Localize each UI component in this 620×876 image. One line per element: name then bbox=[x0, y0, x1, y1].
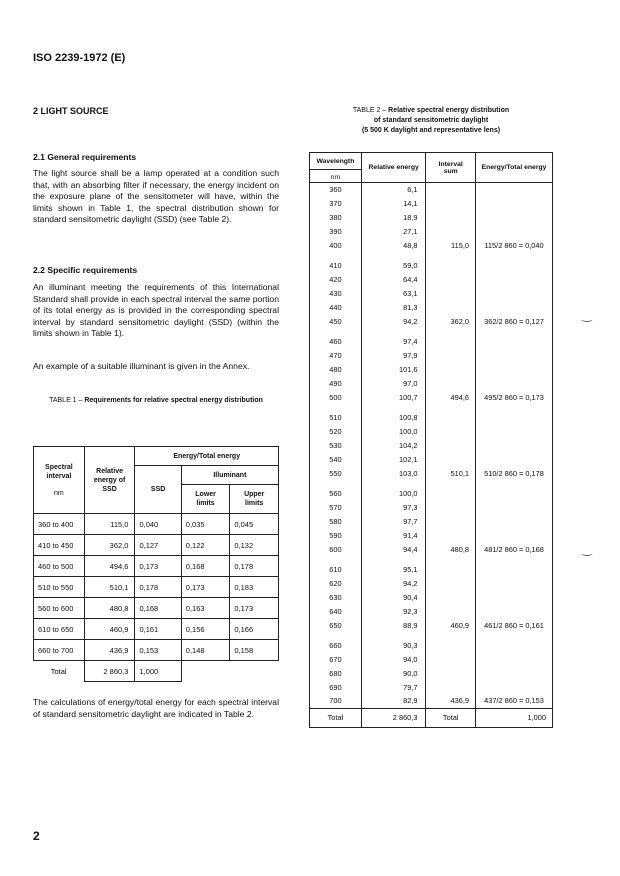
t2-total-ratio: 1,000 bbox=[475, 708, 552, 727]
t2-empty-cell bbox=[475, 563, 552, 577]
t2-row bbox=[310, 349, 553, 363]
t2-row bbox=[310, 390, 553, 404]
t2-relative-energy: 18,9 bbox=[361, 211, 426, 225]
annex-note: An example of a suitable illuminant is given in the Annex. bbox=[33, 361, 250, 371]
t2-relative-energy: 100,8 bbox=[361, 411, 426, 425]
t2-empty-cell bbox=[475, 667, 552, 681]
t2-empty-cell bbox=[426, 680, 476, 694]
t1-header-nm: nm bbox=[53, 489, 64, 497]
t2-empty-cell bbox=[475, 183, 552, 197]
t2-header-relative: Relative energy bbox=[361, 153, 426, 183]
t2-wavelength: 660 bbox=[310, 639, 362, 653]
t1-cell-ssd: 0,178 bbox=[135, 577, 181, 598]
t2-wavelength: 590 bbox=[310, 528, 362, 542]
t2-row bbox=[310, 224, 553, 238]
t1-cell-ssd: 0,127 bbox=[135, 535, 181, 556]
subsection-2-1-text: The light source shall be a lamp operated at a condition such that, with an absorbing filter if necessary, the energy incident on the exposure plane of the sensitometer will have, within the limits shown in Table 1, the spectral distribution shown for standard sensitometric daylight (SSD) (see Table 2). bbox=[33, 168, 279, 225]
t2-gap-cell bbox=[475, 480, 552, 487]
t1-cell-interval: 560 to 600 bbox=[34, 598, 85, 619]
t1-cell-interval: 410 to 450 bbox=[34, 535, 85, 556]
t2-empty-cell bbox=[475, 653, 552, 667]
t1-row bbox=[34, 556, 279, 577]
t2-row bbox=[310, 300, 553, 314]
t1-header-upper-label: Upper limits bbox=[244, 491, 265, 507]
t2-relative-energy: 94,0 bbox=[361, 653, 426, 667]
t1-header-relative bbox=[84, 447, 135, 514]
t2-empty-cell bbox=[426, 197, 476, 211]
t2-empty-cell bbox=[475, 259, 552, 273]
t2-empty-cell bbox=[426, 439, 476, 453]
t2-row bbox=[310, 363, 553, 377]
t1-cell-upper: 0,166 bbox=[230, 619, 279, 640]
t2-gap-cell bbox=[361, 328, 426, 335]
t2-wavelength: 540 bbox=[310, 452, 362, 466]
t2-empty-cell bbox=[475, 577, 552, 591]
t2-row bbox=[310, 487, 553, 501]
t2-wavelength: 600 bbox=[310, 542, 362, 556]
t2-empty-cell bbox=[426, 653, 476, 667]
t2-empty-cell bbox=[475, 197, 552, 211]
t2-wavelength: 530 bbox=[310, 439, 362, 453]
margin-mark: ‿ bbox=[582, 542, 592, 556]
t2-relative-energy: 92,3 bbox=[361, 604, 426, 618]
t2-empty-cell bbox=[475, 639, 552, 653]
t1-cell-lower: 0,163 bbox=[181, 598, 230, 619]
t2-row bbox=[310, 591, 553, 605]
t2-empty-cell bbox=[426, 183, 476, 197]
t1-cell-interval: 360 to 400 bbox=[34, 514, 85, 535]
t2-empty-cell bbox=[426, 452, 476, 466]
t2-row bbox=[310, 376, 553, 390]
t2-header-interval bbox=[426, 153, 476, 183]
t1-cell-energy: 494,6 bbox=[84, 556, 135, 577]
table2 bbox=[309, 152, 553, 728]
t1-header-spectral bbox=[34, 447, 85, 514]
t2-empty-cell bbox=[475, 604, 552, 618]
t2-row bbox=[310, 259, 553, 273]
t2-row bbox=[310, 439, 553, 453]
t2-gap-cell bbox=[426, 480, 476, 487]
t2-empty-cell bbox=[426, 563, 476, 577]
table2-caption-line3: (5 500 K daylight and representative lens) bbox=[361, 127, 501, 134]
t2-gap-cell bbox=[426, 632, 476, 639]
t2-relative-energy: 90,0 bbox=[361, 667, 426, 681]
t2-row bbox=[310, 314, 553, 328]
t2-row bbox=[310, 618, 553, 632]
t2-empty-cell bbox=[426, 501, 476, 515]
subsection-2-2-title: 2.2 Specific requirements bbox=[33, 265, 138, 275]
t1-total-label: Total bbox=[34, 661, 85, 682]
t2-wavelength: 570 bbox=[310, 501, 362, 515]
t1-cell-interval: 510 to 550 bbox=[34, 577, 85, 598]
t1-cell-lower: 0,168 bbox=[181, 556, 230, 577]
t2-relative-energy: 100,0 bbox=[361, 487, 426, 501]
t2-empty-cell bbox=[426, 287, 476, 301]
t1-row bbox=[34, 598, 279, 619]
t2-relative-energy: 48,8 bbox=[361, 238, 426, 252]
t2-row bbox=[310, 604, 553, 618]
t1-row bbox=[34, 577, 279, 598]
t1-cell-interval: 610 to 650 bbox=[34, 619, 85, 640]
t2-wavelength: 560 bbox=[310, 487, 362, 501]
t2-wavelength: 440 bbox=[310, 300, 362, 314]
table1-caption-title: Requirements for relative spectral energy distribution bbox=[84, 397, 263, 404]
t2-gap-cell bbox=[426, 404, 476, 411]
t2-row bbox=[310, 425, 553, 439]
t1-cell-lower: 0,156 bbox=[181, 619, 230, 640]
t1-header-illuminant: Illuminant bbox=[181, 466, 278, 485]
t2-interval-sum: 494,6 bbox=[426, 390, 476, 404]
t2-relative-energy: 81,3 bbox=[361, 300, 426, 314]
t2-empty-cell bbox=[426, 528, 476, 542]
t2-empty-cell bbox=[475, 528, 552, 542]
t1-header-lower bbox=[181, 485, 230, 514]
table1 bbox=[33, 446, 279, 682]
t2-header-wavelength-label: Wavelength bbox=[310, 158, 361, 170]
t1-row bbox=[34, 514, 279, 535]
t2-row bbox=[310, 287, 553, 301]
t2-relative-energy: 82,9 bbox=[361, 694, 426, 708]
t2-header-interval-label: Interval sum bbox=[438, 160, 463, 175]
t2-gap-cell bbox=[475, 632, 552, 639]
table2-caption-line2: of standard sensitometric daylight bbox=[373, 117, 489, 124]
t1-cell-upper: 0,173 bbox=[230, 598, 279, 619]
t2-interval-sum: 362,0 bbox=[426, 314, 476, 328]
t2-wavelength: 380 bbox=[310, 211, 362, 225]
subsection-2-1-title: 2.1 General requirements bbox=[33, 152, 137, 162]
document-id: ISO 2239-1972 (E) bbox=[33, 52, 126, 64]
t2-interval-sum: 510,1 bbox=[426, 466, 476, 480]
calculation-note: The calculations of energy/total energy for each spectral interval of standard sensitometric daylight are indicated in Table 2. bbox=[33, 697, 279, 719]
t2-relative-energy: 102,1 bbox=[361, 452, 426, 466]
page-number: 2 bbox=[33, 829, 40, 843]
t2-empty-cell bbox=[475, 287, 552, 301]
t1-cell-energy: 362,0 bbox=[84, 535, 135, 556]
t2-gap-cell bbox=[426, 556, 476, 563]
t2-row bbox=[310, 653, 553, 667]
t2-ratio: 362/2 860 = 0,127 bbox=[475, 314, 552, 328]
t1-cell-ssd: 0,173 bbox=[135, 556, 181, 577]
t1-cell-ssd: 0,161 bbox=[135, 619, 181, 640]
subsection-2-2-text: An illuminant meeting the requirements of this International Standard shall provide in each spectral interval the same portion of its total energy as is provided in the corresponding spectral interval by standard sensitometric daylight (SSD) (within the limits shown in Table 1). bbox=[33, 282, 279, 339]
t2-wavelength: 400 bbox=[310, 238, 362, 252]
t1-header-relative-label: Relative energy of SSD bbox=[93, 467, 126, 493]
t2-empty-cell bbox=[475, 515, 552, 529]
t2-wavelength: 580 bbox=[310, 515, 362, 529]
t2-relative-energy: 6,1 bbox=[361, 183, 426, 197]
t2-ratio: 495/2 860 = 0,173 bbox=[475, 390, 552, 404]
t2-row bbox=[310, 501, 553, 515]
t2-wavelength: 680 bbox=[310, 667, 362, 681]
t2-relative-energy: 94,2 bbox=[361, 314, 426, 328]
t2-row bbox=[310, 528, 553, 542]
t2-empty-cell bbox=[475, 411, 552, 425]
t2-wavelength: 360 bbox=[310, 183, 362, 197]
t2-row bbox=[310, 466, 553, 480]
t2-relative-energy: 100,7 bbox=[361, 390, 426, 404]
t2-row bbox=[310, 639, 553, 653]
t2-wavelength: 650 bbox=[310, 618, 362, 632]
t2-interval-sum: 480,8 bbox=[426, 542, 476, 556]
t2-wavelength: 490 bbox=[310, 376, 362, 390]
t2-empty-cell bbox=[475, 439, 552, 453]
t1-cell-interval: 660 to 700 bbox=[34, 640, 85, 661]
table2-caption-line1: Relative spectral energy distribution bbox=[388, 107, 510, 114]
t2-row bbox=[310, 197, 553, 211]
t2-ratio: 437/2 860 = 0,153 bbox=[475, 694, 552, 708]
t2-row bbox=[310, 183, 553, 197]
t1-total-ssd: 1,000 bbox=[135, 661, 181, 682]
t2-wavelength: 520 bbox=[310, 425, 362, 439]
t2-empty-cell bbox=[426, 211, 476, 225]
t2-empty-cell bbox=[426, 224, 476, 238]
t2-gap-cell bbox=[475, 328, 552, 335]
t2-row bbox=[310, 335, 553, 349]
t2-gap-cell bbox=[426, 328, 476, 335]
t2-relative-energy: 64,4 bbox=[361, 273, 426, 287]
t2-row bbox=[310, 452, 553, 466]
t2-empty-cell bbox=[426, 604, 476, 618]
t2-empty-cell bbox=[426, 300, 476, 314]
t2-relative-energy: 97,9 bbox=[361, 349, 426, 363]
t2-relative-energy: 97,4 bbox=[361, 335, 426, 349]
t2-relative-energy: 94,4 bbox=[361, 542, 426, 556]
t2-wavelength: 550 bbox=[310, 466, 362, 480]
t1-total-energy: 2 860,3 bbox=[84, 661, 135, 682]
t2-empty-cell bbox=[475, 300, 552, 314]
t2-wavelength: 480 bbox=[310, 363, 362, 377]
table2-caption-prefix: TABLE 2 – bbox=[352, 107, 389, 114]
t1-header-ssd: SSD bbox=[135, 466, 181, 514]
t2-empty-cell bbox=[426, 335, 476, 349]
t2-relative-energy: 27,1 bbox=[361, 224, 426, 238]
t2-wavelength: 430 bbox=[310, 287, 362, 301]
t2-empty-cell bbox=[426, 639, 476, 653]
t1-cell-interval: 460 to 500 bbox=[34, 556, 85, 577]
t1-header-energy-total: Energy/Total energy bbox=[135, 447, 279, 466]
t2-relative-energy: 97,3 bbox=[361, 501, 426, 515]
t2-ratio: 115/2 860 = 0,040 bbox=[475, 238, 552, 252]
t2-empty-cell bbox=[475, 349, 552, 363]
t1-cell-energy: 480,8 bbox=[84, 598, 135, 619]
t2-empty-cell bbox=[426, 515, 476, 529]
t1-cell-ssd: 0,153 bbox=[135, 640, 181, 661]
t2-wavelength: 620 bbox=[310, 577, 362, 591]
t2-empty-cell bbox=[426, 259, 476, 273]
t2-empty-cell bbox=[475, 363, 552, 377]
t2-empty-cell bbox=[475, 273, 552, 287]
t2-relative-energy: 90,4 bbox=[361, 591, 426, 605]
t2-gap-cell bbox=[361, 404, 426, 411]
t2-row bbox=[310, 238, 553, 252]
t1-cell-lower: 0,035 bbox=[181, 514, 230, 535]
t1-cell-energy: 510,1 bbox=[84, 577, 135, 598]
t2-interval-sum: 460,9 bbox=[426, 618, 476, 632]
t2-relative-energy: 104,2 bbox=[361, 439, 426, 453]
t2-wavelength: 370 bbox=[310, 197, 362, 211]
t2-wavelength: 420 bbox=[310, 273, 362, 287]
t1-cell-upper: 0,183 bbox=[230, 577, 279, 598]
t2-gap-cell bbox=[475, 556, 552, 563]
t2-relative-energy: 101,6 bbox=[361, 363, 426, 377]
t2-empty-cell bbox=[426, 411, 476, 425]
t2-gap-cell bbox=[426, 252, 476, 259]
t2-gap-cell bbox=[310, 632, 362, 639]
t2-empty-cell bbox=[475, 591, 552, 605]
t2-gap-cell bbox=[475, 404, 552, 411]
t2-empty-cell bbox=[475, 211, 552, 225]
t2-relative-energy: 63,1 bbox=[361, 287, 426, 301]
t1-cell-upper: 0,158 bbox=[230, 640, 279, 661]
t2-empty-cell bbox=[426, 487, 476, 501]
t2-wavelength: 690 bbox=[310, 680, 362, 694]
t2-relative-energy: 79,7 bbox=[361, 680, 426, 694]
t2-gap-cell bbox=[361, 480, 426, 487]
t2-empty-cell bbox=[475, 425, 552, 439]
t1-cell-lower: 0,173 bbox=[181, 577, 230, 598]
t2-header-nm: nm bbox=[330, 174, 341, 181]
t2-empty-cell bbox=[426, 349, 476, 363]
t2-empty-cell bbox=[475, 680, 552, 694]
t2-relative-energy: 103,0 bbox=[361, 466, 426, 480]
t2-ratio: 510/2 860 = 0,178 bbox=[475, 466, 552, 480]
t1-cell-ssd: 0,040 bbox=[135, 514, 181, 535]
t2-wavelength: 630 bbox=[310, 591, 362, 605]
t2-gap-cell bbox=[310, 328, 362, 335]
t2-gap-cell bbox=[361, 556, 426, 563]
t2-gap-cell bbox=[310, 404, 362, 411]
t2-total-label: Total bbox=[310, 708, 362, 727]
t2-wavelength: 510 bbox=[310, 411, 362, 425]
t2-wavelength: 700 bbox=[310, 694, 362, 708]
t1-cell-energy: 115,0 bbox=[84, 514, 135, 535]
t2-empty-cell bbox=[426, 591, 476, 605]
t2-empty-cell bbox=[426, 425, 476, 439]
t2-row bbox=[310, 577, 553, 591]
t2-gap-cell bbox=[310, 480, 362, 487]
t2-relative-energy: 100,0 bbox=[361, 425, 426, 439]
t2-relative-energy: 95,1 bbox=[361, 563, 426, 577]
t2-relative-energy: 97,7 bbox=[361, 515, 426, 529]
t1-row bbox=[34, 535, 279, 556]
section-title: 2 LIGHT SOURCE bbox=[33, 106, 109, 116]
t2-empty-cell bbox=[426, 273, 476, 287]
table1-caption bbox=[33, 397, 279, 404]
t2-wavelength: 410 bbox=[310, 259, 362, 273]
t2-wavelength: 640 bbox=[310, 604, 362, 618]
t2-row bbox=[310, 680, 553, 694]
t2-row bbox=[310, 542, 553, 556]
t2-empty-cell bbox=[475, 487, 552, 501]
t1-header-lower-label: Lower limits bbox=[195, 491, 216, 507]
t2-gap-cell bbox=[310, 252, 362, 259]
table1-caption-prefix: TABLE 1 – bbox=[49, 397, 85, 404]
t2-gap-cell bbox=[361, 252, 426, 259]
t2-empty-cell bbox=[426, 667, 476, 681]
t1-cell-energy: 460,9 bbox=[84, 619, 135, 640]
margin-mark: ‿ bbox=[582, 308, 592, 322]
t2-relative-energy: 88,9 bbox=[361, 618, 426, 632]
t1-cell-upper: 0,178 bbox=[230, 556, 279, 577]
t1-cell-upper: 0,132 bbox=[230, 535, 279, 556]
t2-total-interval-label: Total bbox=[426, 708, 476, 727]
t2-gap-cell bbox=[310, 556, 362, 563]
t2-gap-cell bbox=[361, 632, 426, 639]
t2-empty-cell bbox=[426, 577, 476, 591]
t2-row bbox=[310, 563, 553, 577]
t2-interval-sum: 436,9 bbox=[426, 694, 476, 708]
t2-relative-energy: 59,0 bbox=[361, 259, 426, 273]
t2-row bbox=[310, 694, 553, 708]
t2-relative-energy: 94,2 bbox=[361, 577, 426, 591]
t2-row bbox=[310, 411, 553, 425]
t2-ratio: 461/2 860 = 0,161 bbox=[475, 618, 552, 632]
t2-empty-cell bbox=[475, 452, 552, 466]
t2-wavelength: 390 bbox=[310, 224, 362, 238]
t2-wavelength: 470 bbox=[310, 349, 362, 363]
t2-row bbox=[310, 667, 553, 681]
t1-row bbox=[34, 619, 279, 640]
t1-header-spectral-label: Spectral interval bbox=[45, 463, 73, 480]
t2-empty-cell bbox=[426, 363, 476, 377]
t2-relative-energy: 90,3 bbox=[361, 639, 426, 653]
t2-empty-cell bbox=[475, 224, 552, 238]
t2-empty-cell bbox=[475, 376, 552, 390]
t2-relative-energy: 97,0 bbox=[361, 376, 426, 390]
t2-row bbox=[310, 515, 553, 529]
t2-total-energy: 2 860,3 bbox=[361, 708, 426, 727]
t2-empty-cell bbox=[475, 335, 552, 349]
t2-wavelength: 610 bbox=[310, 563, 362, 577]
t2-gap-cell bbox=[475, 252, 552, 259]
t2-row bbox=[310, 273, 553, 287]
t2-relative-energy: 14,1 bbox=[361, 197, 426, 211]
t2-interval-sum: 115,0 bbox=[426, 238, 476, 252]
t2-relative-energy: 91,4 bbox=[361, 528, 426, 542]
t2-empty-cell bbox=[426, 376, 476, 390]
t1-cell-lower: 0,148 bbox=[181, 640, 230, 661]
t2-wavelength: 460 bbox=[310, 335, 362, 349]
t2-empty-cell bbox=[475, 501, 552, 515]
t2-ratio: 481/2 860 = 0,168 bbox=[475, 542, 552, 556]
t2-wavelength: 500 bbox=[310, 390, 362, 404]
table2-caption bbox=[309, 106, 553, 136]
t1-row bbox=[34, 640, 279, 661]
t2-wavelength: 450 bbox=[310, 314, 362, 328]
t1-cell-lower: 0,122 bbox=[181, 535, 230, 556]
t2-wavelength: 670 bbox=[310, 653, 362, 667]
t1-cell-energy: 436,9 bbox=[84, 640, 135, 661]
t2-row bbox=[310, 211, 553, 225]
t1-header-upper bbox=[230, 485, 279, 514]
t1-cell-upper: 0,045 bbox=[230, 514, 279, 535]
t2-header-wavelength bbox=[310, 153, 362, 183]
t1-cell-ssd: 0,168 bbox=[135, 598, 181, 619]
t2-header-ratio: Energy/Total energy bbox=[475, 153, 552, 183]
